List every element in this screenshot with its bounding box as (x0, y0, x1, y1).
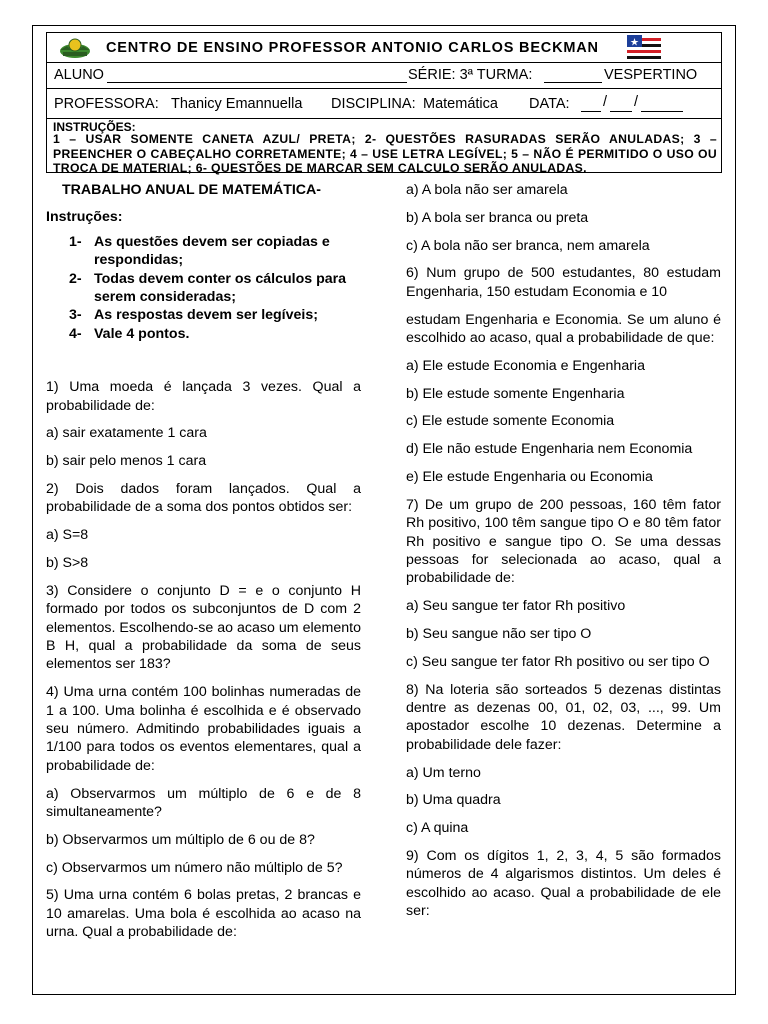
header-teacher-row (47, 89, 721, 119)
rule-item (46, 325, 361, 343)
rules-list (46, 233, 361, 343)
question-4-option-c: c) Observarmos um número não múltiplo de 5? (46, 859, 343, 876)
rule-text: As questões devem ser copiadas e respondidas; (94, 233, 330, 269)
question-4: 4) Uma urna contém 100 bolinhas numeradas de 1 a 100. Uma bolinha é escolhida e é observado seu número. Admitindo probabilidades iguais a 1/100 para todos os eventos elementares, qual a probabilidade de: (46, 684, 361, 774)
question-9: 9) Com os dígitos 1, 2, 3, 4, 5 são formados números de 4 algarismos distintos. Um deles é escolhido ao acaso. Qual a probabilidade de ele ser: (406, 848, 721, 920)
professora-label: PROFESSORA: (54, 96, 159, 112)
rule-item (46, 233, 361, 270)
rule-item (46, 306, 361, 324)
date-slash-2: / (634, 94, 639, 110)
school-name: CENTRO DE ENSINO PROFESSOR ANTONIO CARLOS BECKMAN (106, 40, 599, 56)
aluno-blank[interactable] (107, 82, 407, 83)
rule-number: 2- (69, 270, 82, 287)
header-student-row (47, 63, 721, 89)
question-4-option-b: b) Observarmos um múltiplo de 6 ou de 8? (46, 831, 315, 848)
question-6-part-2: estudam Engenharia e Economia. Se um aluno é escolhido ao acaso, qual a probabilidade de que: (406, 311, 721, 346)
maranhao-flag-icon (627, 35, 661, 59)
data-month-blank[interactable] (610, 111, 632, 112)
rule-number: 3- (69, 307, 82, 324)
question-1: 1) Uma moeda é lançada 3 vezes. Qual a probabilidade de: (46, 379, 361, 414)
turno-value: VESPERTINO (604, 67, 698, 83)
exam-header (46, 32, 722, 173)
aluno-label: ALUNO (54, 67, 104, 83)
question-4-option-a: a) Observarmos um múltiplo de 6 e de 8 simultaneamente? (46, 785, 361, 821)
question-6-part-1: 6) Num grupo de 500 estudantes, 80 estudam Engenharia, 150 estudam Economia e 10 (406, 265, 721, 300)
professora-name: Thanicy Emannuella (171, 96, 303, 112)
question-5-option-b: b) A bola ser branca ou preta (406, 209, 589, 226)
question-7-option-c: c) Seu sangue ter fator Rh positivo ou ser tipo O (406, 653, 710, 670)
question-7-option-b: b) Seu sangue não ser tipo O (406, 626, 592, 642)
question-2-option-b: b) S>8 (46, 555, 89, 572)
question-8: 8) Na loteria são sorteados 5 dezenas distintas dentre as dezenas 00, 01, 02, 03, ..., 99. Um apostador escolhe 10 dezenas. Determine a probabilidade dele fazer: (406, 681, 721, 753)
document-title: TRABALHO ANUAL DE MATEMÁTICA- (62, 182, 322, 198)
data-label: DATA: (529, 96, 570, 112)
instrucoes-title: INSTRUÇÕES: (53, 120, 136, 134)
question-8-option-b: b) Uma quadra (406, 792, 501, 809)
question-7-option-a: a) Seu sangue ter fator Rh positivo (406, 598, 626, 615)
question-8-option-a: a) Um terno (406, 764, 481, 781)
question-6-option-b: b) Ele estude somente Engenharia (406, 385, 625, 402)
question-5-option-c: c) A bola não ser branca, nem amarela (406, 237, 650, 254)
serie-turma-label: SÉRIE: 3ª TURMA: (408, 67, 533, 83)
question-6-option-d: d) Ele não estude Engenharia nem Economia (406, 441, 693, 458)
right-column (406, 181, 721, 930)
data-day-blank[interactable] (581, 111, 601, 112)
date-slash-1: / (603, 94, 608, 110)
instrucoes-heading: Instruções: (46, 209, 123, 226)
rule-text: Todas devem conter os cálculos para serem consideradas; (94, 270, 347, 306)
question-2-option-a: a) S=8 (46, 527, 89, 544)
school-logo-icon (57, 37, 93, 59)
left-column (46, 181, 361, 951)
question-3: 3) Considere o conjunto D = e o conjunto H formado por todos os subconjuntos de D com 2 elementos. Escolhendo-se ao acaso um elemento B H, qual a probabilidade da soma de seus elementos ser 183? (46, 582, 361, 673)
disciplina-label: DISCIPLINA: (331, 96, 416, 112)
disciplina-value: Matemática (423, 96, 498, 112)
question-6-option-c: c) Ele estude somente Economia (406, 413, 615, 430)
rule-number: 1- (69, 233, 82, 250)
question-5-option-a: a) A bola não ser amarela (406, 182, 568, 198)
header-title-row (47, 33, 721, 63)
question-7: 7) De um grupo de 200 pessoas, 160 têm fator Rh positivo, 100 têm sangue tipo O e 80 têm fator Rh positivo e sangue tipo O. Se uma dessas pessoas for selecionada ao acaso, qual a probabilidade de: (406, 496, 721, 587)
rule-text: Vale 4 pontos. (94, 325, 190, 342)
question-1-option-a: a) sair exatamente 1 cara (46, 425, 207, 442)
rule-item (46, 270, 361, 307)
header-instructions-row (47, 119, 721, 174)
rule-number: 4- (69, 325, 82, 342)
question-6-option-a: a) Ele estude Economia e Engenharia (406, 357, 645, 374)
question-1-option-b: b) sair pelo menos 1 cara (46, 453, 207, 470)
data-year-blank[interactable] (641, 111, 683, 112)
question-2: 2) Dois dados foram lançados. Qual a probabilidade de a soma dos pontos obtidos ser: (46, 481, 361, 516)
rule-text: As respostas devem ser legíveis; (94, 307, 318, 324)
question-6-option-e: e) Ele estude Engenharia ou Economia (406, 468, 653, 485)
instrucoes-text: 1 – USAR SOMENTE CANETA AZUL/ PRETA; 2- QUESTÕES RASURADAS SERÃO ANULADAS; 3 – PREENCHER O CABEÇALHO CORRETAMENTE; 4 – USE LETRA LEGÍVEL; 5 – NÃO É PERMITIDO O USO OU TROCA DE MATERIAL; 6- QUESTÕES DE MARCAR SEM CALCULO SERÃO ANULADAS. (53, 132, 717, 175)
question-8-option-c: c) A quina (406, 820, 469, 837)
turma-blank[interactable] (544, 82, 602, 83)
question-5: 5) Uma urna contém 6 bolas pretas, 2 brancas e 10 amarelas. Uma bola é escolhida ao acaso na urna. Qual a probabilidade de: (46, 887, 361, 941)
